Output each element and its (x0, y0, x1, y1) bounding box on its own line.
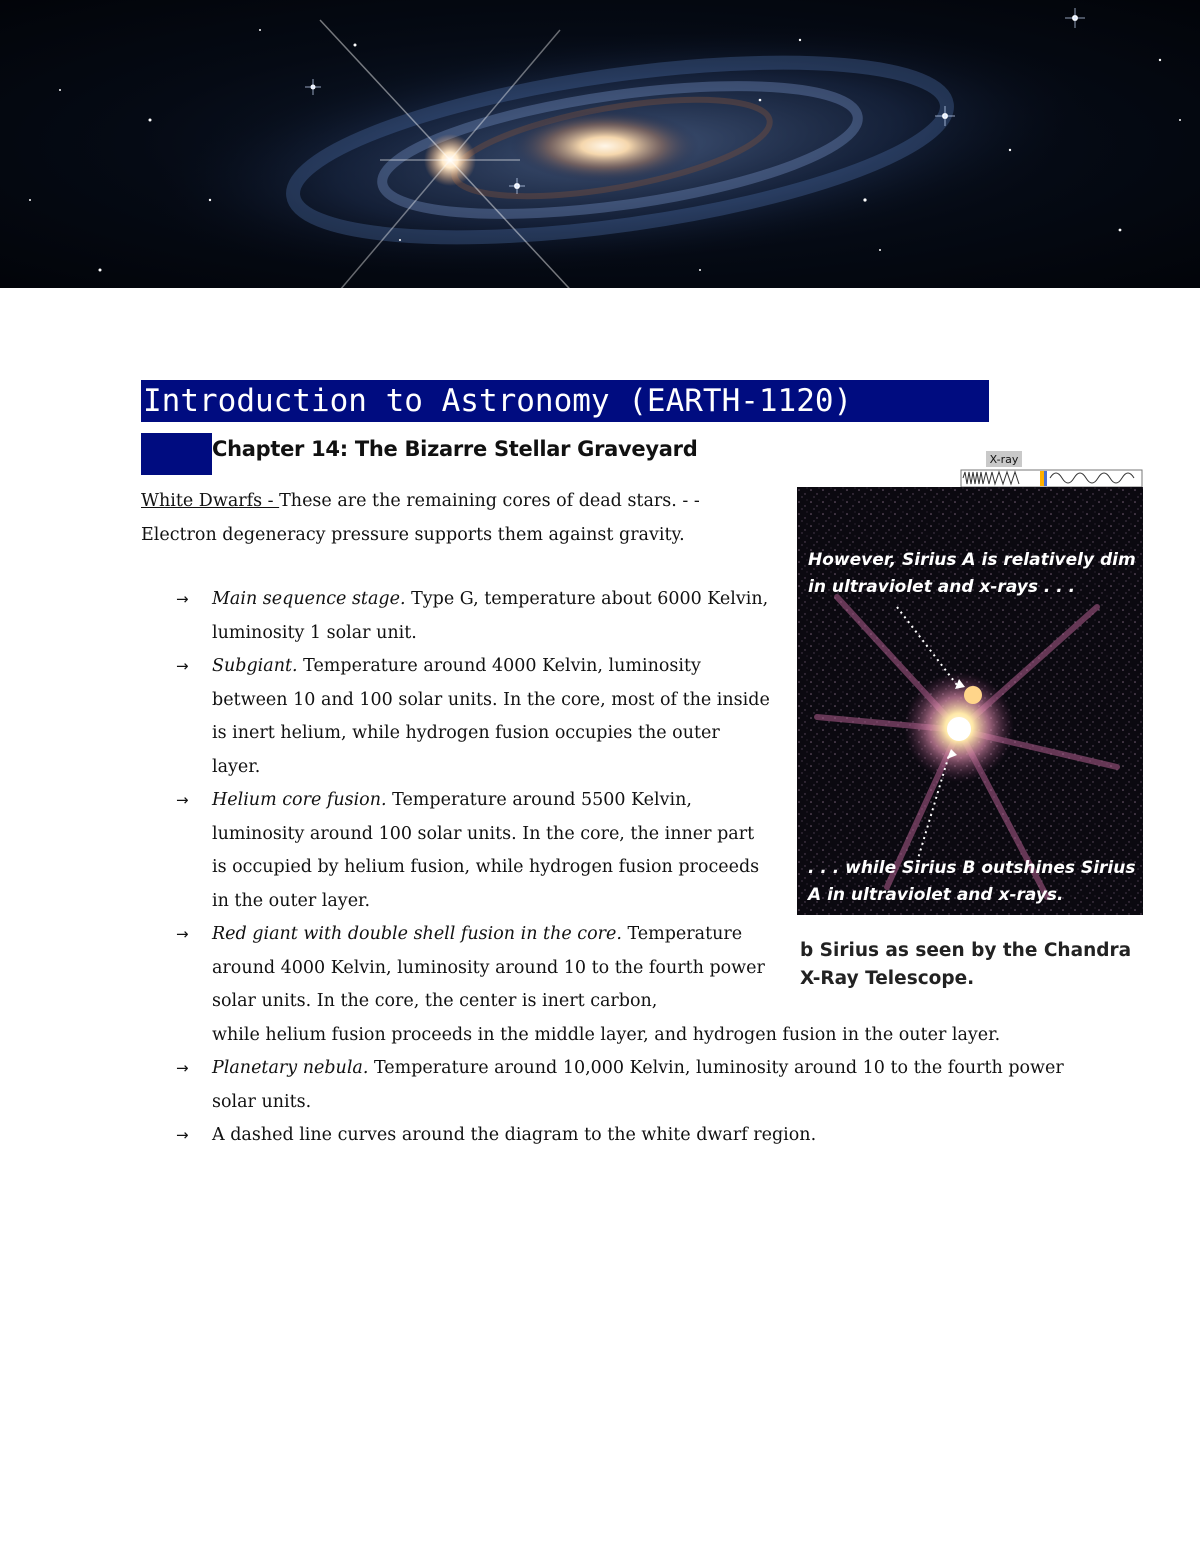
arrow-bullet-icon: → (176, 590, 189, 608)
spectrum-wave-icon (960, 450, 1143, 488)
intro-term: White Dwarfs - (141, 491, 280, 511)
stage-text: Temperature around 4000 Kelvin, luminosity between 10 and 100 solar units. In the core, most of the inside is inert helium, while hydrogen fusion occupies the outer layer. (212, 656, 770, 777)
stage-text: Type G, temperature about 6000 Kelvin, luminosity 1 solar unit. (212, 589, 769, 643)
stage-text: Temperature around 5500 Kelvin, luminosity around 100 solar units. In the core, the inner part is occupied by helium fusion, while hydrogen fusion proceeds in the outer layer. (212, 790, 760, 911)
figure-caption: b Sirius as seen by the Chandra X-Ray Telescope. (800, 940, 1132, 989)
stage-text: Temperature around 10,000 Kelvin, luminosity around 10 to the fourth power solar units. (212, 1058, 1064, 1112)
intro-text: These are the remaining cores of dead stars. - - Electron degeneracy pressure supports them against gravity. (141, 491, 700, 545)
stage-term: Helium core fusion. (212, 790, 387, 810)
stage-text: A dashed line curves around the diagram to the white dwarf region. (212, 1125, 817, 1145)
figure-caption-bottom: . . . while Sirius B outshines Sirius A in ultraviolet and x-rays. (808, 858, 1136, 905)
arrow-bullet-icon: → (176, 1059, 189, 1077)
chandra-xray-photo (797, 487, 1143, 915)
stage-text-continued: while helium fusion proceeds in the middle layer, and hydrogen fusion in the outer layer. (212, 1024, 1001, 1045)
stage-term: Planetary nebula. (212, 1058, 369, 1078)
list-item (170, 1052, 1070, 1119)
stage-term: Red giant with double shell fusion in the core. (212, 924, 622, 944)
arrow-bullet-icon: → (176, 791, 189, 809)
xray-band-label: X-ray (989, 453, 1019, 466)
list-item (170, 1119, 1070, 1153)
white-dwarfs-intro (141, 484, 781, 552)
arrow-bullet-icon: → (176, 657, 189, 675)
xray-spectrum-band (960, 450, 1143, 488)
sirius-xray-figure (797, 450, 1143, 995)
stage-term: Main sequence stage. (212, 589, 406, 609)
chapter-title-marker (141, 433, 212, 475)
stage-text: Temperature around 4000 Kelvin, luminosity around 10 to the fourth power solar units. In the core, the center is inert carbon, (212, 924, 765, 1011)
course-title: Introduction to Astronomy (EARTH-1120) (141, 380, 989, 422)
arrow-bullet-icon: → (176, 925, 189, 943)
banner-galaxy-image (0, 0, 1200, 288)
galaxy-illustration (0, 0, 1200, 288)
chapter-title: Chapter 14: The Bizarre Stellar Graveyard (212, 437, 698, 461)
figure-caption-top: However, Sirius A is relatively dim in ultraviolet and x-rays . . . (808, 550, 1136, 597)
stage-term: Subgiant. (212, 656, 298, 676)
arrow-bullet-icon: → (176, 1126, 189, 1144)
